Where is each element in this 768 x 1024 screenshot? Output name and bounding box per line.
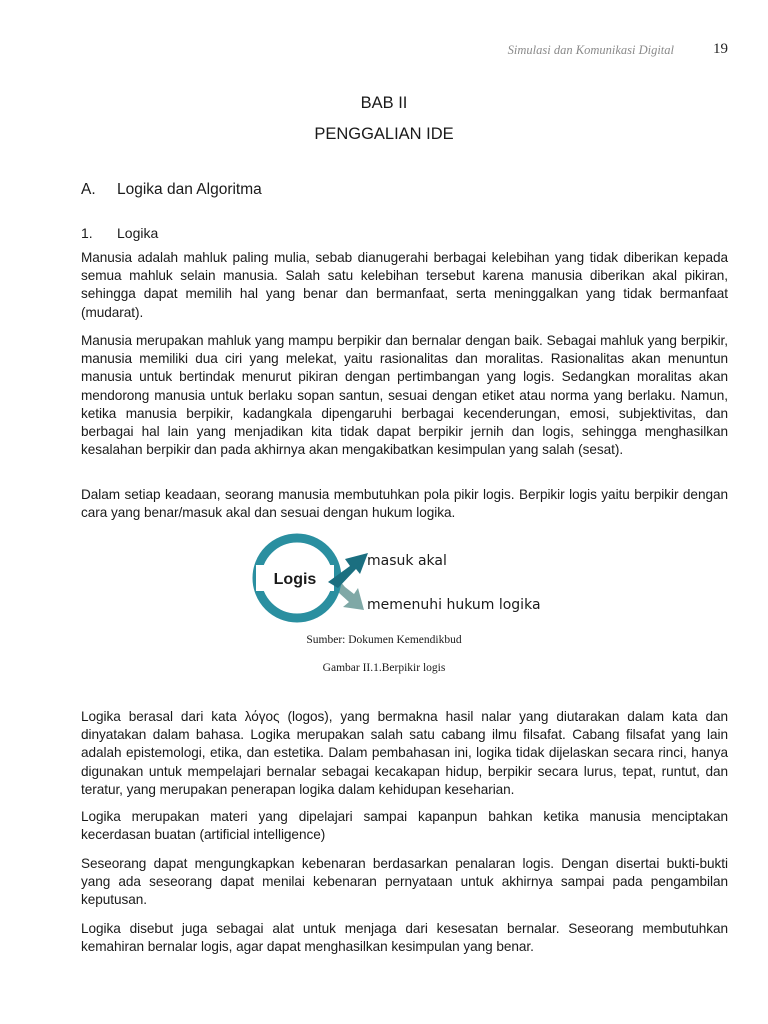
figure-caption: Gambar II.1.Berpikir logis [322,662,446,674]
section-number: A. [81,181,96,198]
chapter-label: BAB II [360,94,408,112]
running-title: Simulasi dan Komunikasi Digital [507,43,674,57]
logis-diagram [250,532,570,626]
paragraph-7: Logika disebut juga sebagai alat untuk menjaga dari kesesatan bernalar. Seseorang membutuhkan kemahiran bernalar logis, agar dapat menghasilkan kesimpulan yang benar. [81,921,728,955]
subsection-title: Logika [117,225,159,241]
figure-item-1: masuk akal [367,553,447,569]
paragraph-3: Dalam setiap keadaan, seorang manusia membutuhkan pola pikir logis. Berpikir logis yaitu berpikir dengan cara yang benar/masuk akal dan sesuai dengan hukum logika. [81,487,728,521]
logis-label: Logis [273,571,317,588]
page-number: 19 [713,41,728,57]
section-title: Logika dan Algoritma [117,181,262,198]
section-heading [81,181,262,199]
running-header [0,41,768,61]
figure-item-2: memenuhi hukum logika [367,597,541,613]
paragraph-6: Seseorang dapat mengungkapkan kebenaran berdasarkan penalaran logis. Dengan disertai bukti-bukti yang ada seseorang dapat menilai kebenaran pernyataan untuk akhirnya sampai pada pengambilan keputusan. [81,856,728,908]
paragraph-2: Manusia merupakan mahluk yang mampu berpikir dan bernalar dengan baik. Sebagai mahluk yang berpikir, manusia memiliki dua ciri yang melekat, yaitu rasionalitas dan moralitas. Rasionalitas akan menuntun manusia untuk bertindak menurut pikiran dengan pertimbangan yang logis. Sedangkan moralitas akan mendorong manusia untuk berlaku sopan santun, sesuai dengan etiket atau norma yang berlaku. Namun, ketika manusia berpikir, kadangkala dipengaruhi berbagai kecenderungan, emosi, subjektivitas, dan berbagai hal lain yang menjadikan kita tidak dapat berpikir jernih dan logis, sehingga menghasilkan kesalahan berpikir dan pada akhirnya akan mengakibatkan kesimpulan yang salah (sesat). [81,333,728,458]
paragraph-1: Manusia adalah mahluk paling mulia, sebab dianugerahi berbagai kelebihan yang tidak diberikan kepada semua mahluk selain manusia. Salah satu kelebihan tersebut karena manusia diberikan akal pikiran, sehingga dapat memilih hal yang benar dan bermanfaat, serta meninggalkan yang tidak bermanfaat (mudarat). [81,250,728,320]
figure-source: Sumber: Dokumen Kemendikbud [306,634,462,646]
chapter-title: PENGGALIAN IDE [314,125,454,143]
subsection-number: 1. [81,225,93,241]
figure-logis-diagram [250,532,570,626]
paragraph-5: Logika merupakan materi yang dipelajari sampai kapanpun bahkan ketika manusia menciptakan kecerdasan buatan (artificial intelligence) [81,809,728,843]
paragraph-4: Logika berasal dari kata λόγος (logos), yang bermakna hasil nalar yang diutarakan dalam kata dan dinyatakan dalam bahasa. Logika merupakan salah satu cabang ilmu filsafat. Cabang filsafat yang lain adalah epistemologi, etika, dan estetika. Dalam pembahasan ini, logika tidak dijelaskan secara rinci, hanya digunakan untuk mempelajari bernalar sebagai kecakapan hidup, berpikir secara lurus, tepat, runtut, dan teratur, yang merupakan penerapan logika dalam kehidupan keseharian. [81,709,728,797]
subsection-heading [81,225,158,241]
